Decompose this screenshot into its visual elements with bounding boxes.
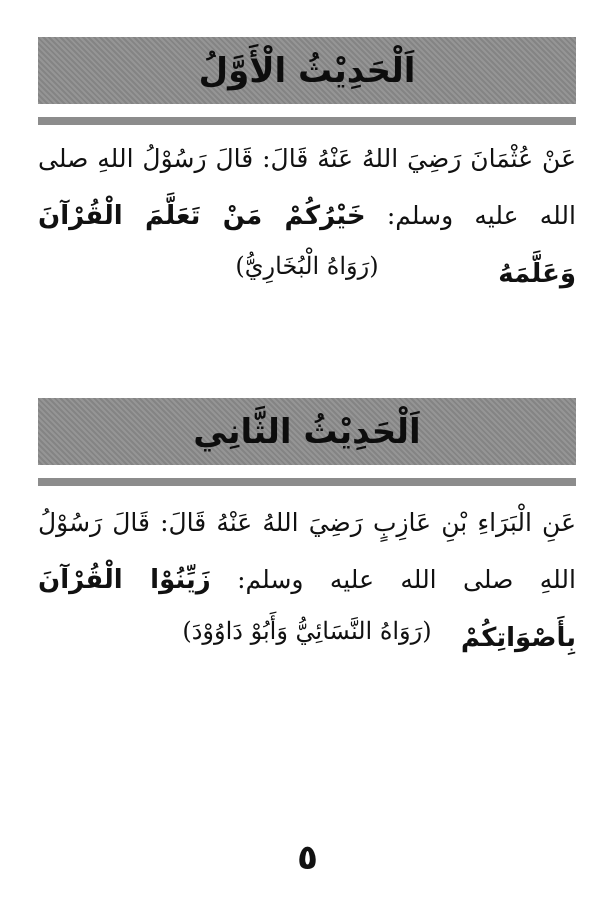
hadith-2-divider <box>38 478 576 486</box>
hadith-2-quote: زَيِّنُوْا الْقُرْآنَ بِأَصْوَاتِكُمْ <box>38 565 576 653</box>
hadith-2-source: (رَوَاهُ النَّسَائِيُّ وَأَبُوْ دَاوُوْدَ) <box>182 617 432 645</box>
hadith-1-divider <box>38 117 576 125</box>
hadith-2-intro: عَنِ الْبَرَاءِ بْنِ عَازِبٍ رَضِيَ اللهُ عَنْهُ قَالَ: قَالَ رَسُوْلُ اللهِ صلى الله عليه وسلم: <box>38 508 576 594</box>
page-number: ٥ <box>297 838 318 878</box>
hadith-2-title-banner <box>38 398 576 465</box>
hadith-1-source: (رَوَاهُ الْبُخَارِيُّ) <box>235 252 379 280</box>
hadith-1-quote: خَيْرُكُمْ مَنْ تَعَلَّمَ الْقُرْآنَ وَعَلَّمَهُ <box>38 201 576 289</box>
hadith-1-intro: عَنْ عُثْمَانَ رَضِيَ اللهُ عَنْهُ قَالَ: قَالَ رَسُوْلُ اللهِ صلى الله عليه وسلم: <box>38 144 576 230</box>
hadith-2-title: اَلْحَدِيْثُ الثَّانِي <box>193 411 421 452</box>
hadith-1-title-banner <box>38 37 576 104</box>
hadith-1-title: اَلْحَدِيْثُ الْأَوَّلُ <box>198 50 416 91</box>
